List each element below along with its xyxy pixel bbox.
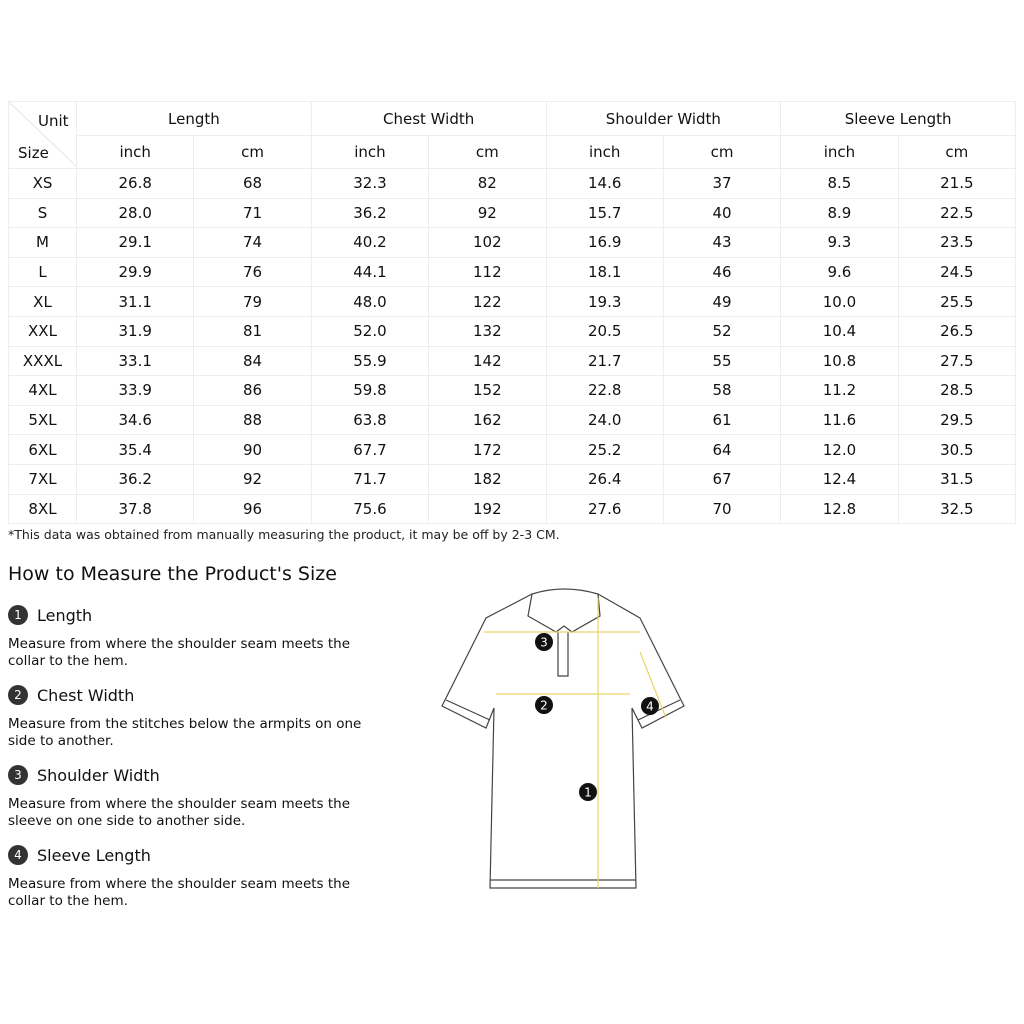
size-cell: XL xyxy=(9,287,77,317)
marker-1 xyxy=(579,783,597,801)
value-cell: 27.5 xyxy=(898,346,1015,376)
measurement-note: *This data was obtained from manually measuring the product, it may be off by 2-3 CM. xyxy=(8,527,560,542)
value-cell: 24.0 xyxy=(546,405,663,435)
value-cell: 27.6 xyxy=(546,494,663,524)
value-cell: 9.3 xyxy=(781,228,898,258)
unit-header: inch xyxy=(546,136,663,169)
value-cell: 92 xyxy=(429,198,546,228)
step-title: Length xyxy=(37,605,93,625)
value-cell: 70 xyxy=(663,494,780,524)
step-description: Measure from where the shoulder seam meets the sleeve on one side to another side. xyxy=(8,796,351,829)
value-cell: 55.9 xyxy=(311,346,428,376)
value-cell: 71 xyxy=(194,198,311,228)
size-cell: XXXL xyxy=(9,346,77,376)
header-sleeve-length: Sleeve Length xyxy=(781,102,1016,136)
value-cell: 18.1 xyxy=(546,257,663,287)
unit-header: cm xyxy=(663,136,780,169)
size-label: Size xyxy=(18,144,49,162)
value-cell: 61 xyxy=(663,405,780,435)
value-cell: 112 xyxy=(429,257,546,287)
value-cell: 152 xyxy=(429,376,546,406)
value-cell: 30.5 xyxy=(898,435,1015,465)
table-row xyxy=(9,494,1016,524)
value-cell: 90 xyxy=(194,435,311,465)
svg-text:1: 1 xyxy=(584,785,592,800)
table-row xyxy=(9,257,1016,287)
measure-section-title: How to Measure the Product's Size xyxy=(8,563,337,585)
value-cell: 63.8 xyxy=(311,405,428,435)
step-length xyxy=(8,603,368,670)
value-cell: 32.5 xyxy=(898,494,1015,524)
value-cell: 40 xyxy=(663,198,780,228)
value-cell: 52.0 xyxy=(311,316,428,346)
shirt-outline xyxy=(442,589,684,888)
value-cell: 162 xyxy=(429,405,546,435)
value-cell: 34.6 xyxy=(77,405,194,435)
value-cell: 40.2 xyxy=(311,228,428,258)
step-number-badge: 1 xyxy=(8,605,28,625)
unit-header: cm xyxy=(429,136,546,169)
measure-lines xyxy=(484,598,666,888)
step-shoulder-width xyxy=(8,763,368,830)
value-cell: 10.8 xyxy=(781,346,898,376)
value-cell: 192 xyxy=(429,494,546,524)
value-cell: 59.8 xyxy=(311,376,428,406)
value-cell: 43 xyxy=(663,228,780,258)
value-cell: 16.9 xyxy=(546,228,663,258)
value-cell: 15.7 xyxy=(546,198,663,228)
value-cell: 74 xyxy=(194,228,311,258)
value-cell: 102 xyxy=(429,228,546,258)
value-cell: 52 xyxy=(663,316,780,346)
value-cell: 142 xyxy=(429,346,546,376)
value-cell: 28.0 xyxy=(77,198,194,228)
table-row xyxy=(9,228,1016,258)
value-cell: 33.9 xyxy=(77,376,194,406)
value-cell: 31.1 xyxy=(77,287,194,317)
value-cell: 11.2 xyxy=(781,376,898,406)
marker-2 xyxy=(535,696,553,714)
value-cell: 35.4 xyxy=(77,435,194,465)
table-row xyxy=(9,464,1016,494)
step-description: Measure from where the shoulder seam meets the collar to the hem. xyxy=(8,876,351,909)
value-cell: 26.5 xyxy=(898,316,1015,346)
value-cell: 29.9 xyxy=(77,257,194,287)
size-cell: XXL xyxy=(9,316,77,346)
table-row xyxy=(9,346,1016,376)
value-cell: 96 xyxy=(194,494,311,524)
polo-shirt-diagram xyxy=(436,588,692,898)
unit-label: Unit xyxy=(38,112,69,130)
table-row xyxy=(9,376,1016,406)
value-cell: 79 xyxy=(194,287,311,317)
header-length: Length xyxy=(77,102,312,136)
value-cell: 33.1 xyxy=(77,346,194,376)
value-cell: 37 xyxy=(663,169,780,199)
value-cell: 44.1 xyxy=(311,257,428,287)
value-cell: 84 xyxy=(194,346,311,376)
value-cell: 25.5 xyxy=(898,287,1015,317)
value-cell: 26.8 xyxy=(77,169,194,199)
step-number-badge: 2 xyxy=(8,685,28,705)
value-cell: 14.6 xyxy=(546,169,663,199)
unit-header: inch xyxy=(311,136,428,169)
svg-text:3: 3 xyxy=(540,635,548,650)
marker-4 xyxy=(641,697,659,715)
value-cell: 76 xyxy=(194,257,311,287)
table-row xyxy=(9,316,1016,346)
shirt-placket xyxy=(558,632,568,676)
shirt-collar xyxy=(528,589,600,632)
value-cell: 12.0 xyxy=(781,435,898,465)
step-description: Measure from where the shoulder seam meets the collar to the hem. xyxy=(8,636,351,669)
value-cell: 32.3 xyxy=(311,169,428,199)
unit-header: cm xyxy=(194,136,311,169)
shirt-body xyxy=(442,594,684,888)
value-cell: 92 xyxy=(194,464,311,494)
value-cell: 86 xyxy=(194,376,311,406)
table-body xyxy=(9,169,1016,524)
value-cell: 22.5 xyxy=(898,198,1015,228)
value-cell: 37.8 xyxy=(77,494,194,524)
value-cell: 10.4 xyxy=(781,316,898,346)
value-cell: 22.8 xyxy=(546,376,663,406)
value-cell: 36.2 xyxy=(77,464,194,494)
value-cell: 26.4 xyxy=(546,464,663,494)
table-row xyxy=(9,435,1016,465)
header-shoulder-width: Shoulder Width xyxy=(546,102,781,136)
step-title: Sleeve Length xyxy=(37,845,151,865)
size-cell: 8XL xyxy=(9,494,77,524)
size-chart-table xyxy=(8,101,1016,524)
size-cell: M xyxy=(9,228,77,258)
unit-header: cm xyxy=(898,136,1015,169)
value-cell: 8.5 xyxy=(781,169,898,199)
unit-header: inch xyxy=(77,136,194,169)
step-title: Shoulder Width xyxy=(37,765,160,785)
size-cell: S xyxy=(9,198,77,228)
value-cell: 48.0 xyxy=(311,287,428,317)
marker-3 xyxy=(535,633,553,651)
value-cell: 64 xyxy=(663,435,780,465)
value-cell: 75.6 xyxy=(311,494,428,524)
table-row xyxy=(9,169,1016,199)
value-cell: 31.9 xyxy=(77,316,194,346)
table-row xyxy=(9,198,1016,228)
value-cell: 21.7 xyxy=(546,346,663,376)
value-cell: 182 xyxy=(429,464,546,494)
value-cell: 9.6 xyxy=(781,257,898,287)
value-cell: 55 xyxy=(663,346,780,376)
left-sleeve-cuff xyxy=(446,700,490,720)
value-cell: 21.5 xyxy=(898,169,1015,199)
value-cell: 122 xyxy=(429,287,546,317)
value-cell: 31.5 xyxy=(898,464,1015,494)
value-cell: 67 xyxy=(663,464,780,494)
measure-markers xyxy=(535,633,659,801)
value-cell: 172 xyxy=(429,435,546,465)
value-cell: 49 xyxy=(663,287,780,317)
table-header-groups xyxy=(9,102,1016,136)
value-cell: 28.5 xyxy=(898,376,1015,406)
value-cell: 12.8 xyxy=(781,494,898,524)
value-cell: 88 xyxy=(194,405,311,435)
svg-text:4: 4 xyxy=(646,699,654,714)
size-cell: 6XL xyxy=(9,435,77,465)
value-cell: 24.5 xyxy=(898,257,1015,287)
step-number-badge: 3 xyxy=(8,765,28,785)
value-cell: 11.6 xyxy=(781,405,898,435)
value-cell: 67.7 xyxy=(311,435,428,465)
size-cell: 4XL xyxy=(9,376,77,406)
value-cell: 132 xyxy=(429,316,546,346)
value-cell: 23.5 xyxy=(898,228,1015,258)
value-cell: 10.0 xyxy=(781,287,898,317)
value-cell: 58 xyxy=(663,376,780,406)
header-chest-width: Chest Width xyxy=(311,102,546,136)
value-cell: 36.2 xyxy=(311,198,428,228)
step-sleeve-length xyxy=(8,843,368,910)
size-cell: L xyxy=(9,257,77,287)
step-description: Measure from the stitches below the armpits on one side to another. xyxy=(8,716,362,749)
value-cell: 8.9 xyxy=(781,198,898,228)
step-title: Chest Width xyxy=(37,685,135,705)
table-row xyxy=(9,405,1016,435)
value-cell: 29.5 xyxy=(898,405,1015,435)
value-cell: 20.5 xyxy=(546,316,663,346)
table-row xyxy=(9,287,1016,317)
table-corner-cell xyxy=(9,102,77,169)
value-cell: 25.2 xyxy=(546,435,663,465)
unit-header: inch xyxy=(781,136,898,169)
step-chest-width xyxy=(8,683,368,750)
svg-text:2: 2 xyxy=(540,698,548,713)
table-header-units xyxy=(9,136,1016,169)
value-cell: 19.3 xyxy=(546,287,663,317)
value-cell: 71.7 xyxy=(311,464,428,494)
value-cell: 12.4 xyxy=(781,464,898,494)
size-cell: 7XL xyxy=(9,464,77,494)
value-cell: 82 xyxy=(429,169,546,199)
value-cell: 46 xyxy=(663,257,780,287)
step-number-badge: 4 xyxy=(8,845,28,865)
size-cell: 5XL xyxy=(9,405,77,435)
value-cell: 68 xyxy=(194,169,311,199)
value-cell: 29.1 xyxy=(77,228,194,258)
size-cell: XS xyxy=(9,169,77,199)
value-cell: 81 xyxy=(194,316,311,346)
